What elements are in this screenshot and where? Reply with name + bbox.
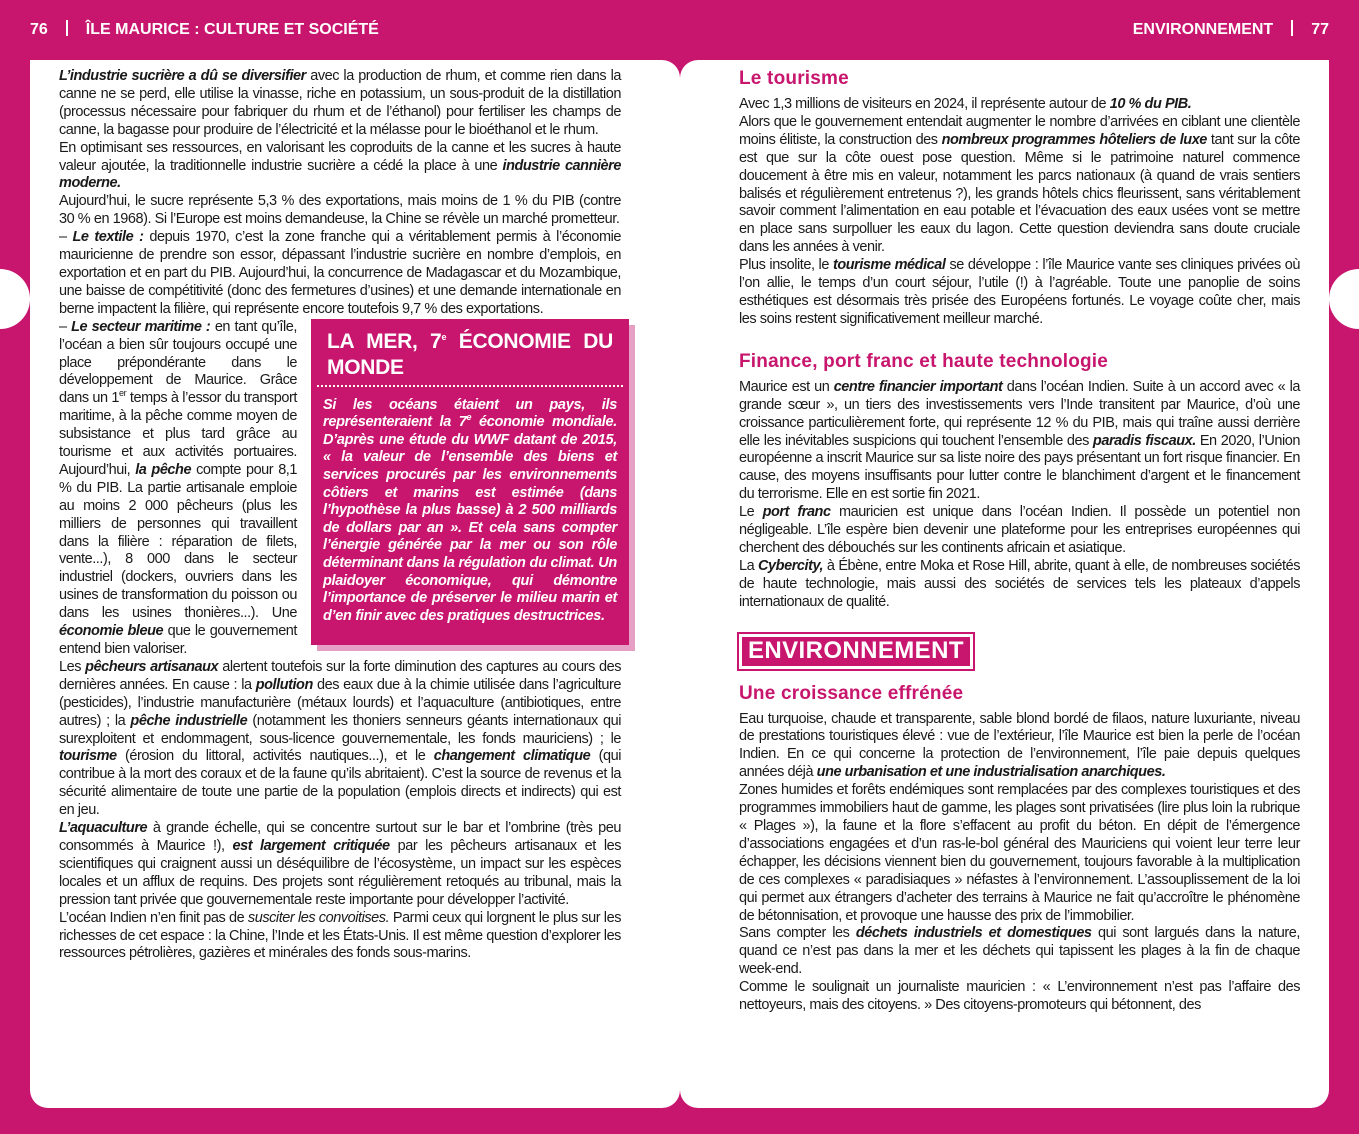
paragraph: Avec 1,3 millions de visiteurs en 2024, il représente autour de 10 % du PIB.	[739, 96, 1192, 112]
section-heading-tourisme: Le tourisme	[739, 68, 849, 89]
right-column	[739, 68, 1300, 1015]
paragraph: Aujourd’hui, le sucre représente 5,3 % des exportations, mais moins de 1 % du PIB (contre 30 % en 1968). Si l’Europe est moins demandeuse, la Chine se révèle un marché prometteur.	[59, 193, 621, 228]
right-header-title: ENVIRONNEMENT	[1132, 21, 1274, 38]
section-heading-croissance: Une croissance effrénée	[739, 682, 964, 704]
sidebar-box	[311, 319, 629, 645]
right-running-header	[1133, 0, 1329, 60]
left-edge-tab	[0, 269, 30, 329]
paragraph: Plus insolite, le tourisme médical se développe : l’île Maurice vante ses cliniques privées où l’on allie, le temps d’un court séjour, l’utile (!) à l’agréable. Toute une panoplie de soins esthétiques est désormais très prisée des Européens fortunés. Le voyage coûte cher, mais les soins restent significativement meilleur marché.	[739, 257, 1300, 327]
paragraph: Le port franc mauricien est unique dans l’océan Indien. Il possède un potentiel non négligeable. L’île espère bien devenir une plateforme pour les entreprises européennes qui cherchent des débouchés sur les continents africain et asiatique.	[739, 504, 1301, 556]
paragraph: Alors que le gouvernement entendait augmenter le nombre d’arrivées en ciblant une clientèle moins élitiste, la construction des nombreux programmes hôteliers de luxe tant sur la côte est que sur la côte ouest pose question. Même si le patrimoine naturel commence doucement à être mis en valeur, notamment les parcs nationaux (à quand de vrais sentiers balisés et régulièrement entretenus ?), les grands hôtels chics fleurissent, sans véritablement savoir comment l’alimentation en eau potable et l’évacuation des eaux usées vont se mettre en place sans surpolluer les eaux du lagon. Cette question deviendra sans doute cruciale dans les années à venir.	[739, 113, 1301, 256]
header-separator	[1291, 20, 1293, 36]
left-column	[59, 68, 621, 963]
paragraph: – Le secteur maritime : en tant qu’île, l’océan a bien sûr toujours occupé une place prépondérante dans le développement de Maurice. Grâce dans un 1er temps à l’essor du transport maritime, à la pêche comme moyen de subsistance et plus tard grâce au tourisme et aux activités portuaires. Aujourd’hui, la pêche compte pour 8,1 % du PIB. La partie artisanale emploie au moins 2 000 pêcheurs (plus les milliers de personnes qui travaillent dans la filière : réparation de filets, vente...), 8 000 dans le secteur industriel (dockers, ouvriers dans les usines de transformation du poisson ou dans les usines thonières...). Une économie bleue que le gouvernement entend bien valoriser.	[59, 318, 297, 657]
sidebar-box-title: LA MER, 7e ÉCONOMIE DU MONDE	[317, 323, 623, 387]
paragraph: L’aquaculture à grande échelle, qui se concentre surtout sur le bar et l’ombrine (très peu consommés à Maurice !), est largement critiquée par les pêcheurs artisanaux et les scientifiques qui craignent aussi un déséquilibre de l’écosystème, un impact sur les espèces locales et un afflux de requins. Des projets sont régulièrement retoqués au tribunal, mais la pression tant privée que gouvernementale reste importante pour développer l’activité.	[59, 820, 621, 908]
sidebar-box-wrapper	[311, 319, 627, 645]
header-separator	[66, 20, 68, 36]
left-header-title: ÎLE MAURICE : CULTURE ET SOCIÉTÉ	[85, 21, 379, 38]
paragraph: Eau turquoise, chaude et transparente, sable blond bordé de filaos, nature luxuriante, niveau de prestations touristiques élevé : vue de l’extérieur, l’île Maurice est bien la perle de l’océan Indien. En ce qui concerne la protection de l’environnement, l’île paie depuis quelques années déjà une urbanisation et une industrialisation anarchiques.	[739, 710, 1300, 781]
chapter-heading-environnement: ENVIRONNEMENT	[739, 634, 973, 669]
left-running-header	[30, 0, 379, 60]
paragraph: Zones humides et forêts endémiques sont remplacées par des complexes touristiques et des programmes immobiliers haut de gamme, les plages sont privatisées (lire plus loin la rubrique « Plages »), la faune et la flore s’effacent au profit du béton. En dépit de l’émergence d’associations engagées et d’un ras-le-bol général des Mauriciens qui voient leur terre leur échapper, les décisions viennent bien du gouvernement, toujours favorable à la multiplication de ces complexes « paradisiaques » néfastes à l’environnement. L’assouplissement de la loi qui permet aux étrangers d’acheter des terrains à Maurice ne fait qu’accroître le phénomène de bétonnisation, et provoque une hausse des prix de l’immobilier.	[739, 782, 1300, 924]
section-heading-finance: Finance, port franc et haute technologie	[739, 350, 1109, 372]
paragraph: Comme le soulignait un journaliste mauricien : « L’environnement n’est pas l’affaire des nettoyeurs, mais des citoyens. » Des citoyens-promoteurs qui bétonnent, des	[739, 979, 1300, 1014]
paragraph: Les pêcheurs artisanaux alertent toutefois sur la forte diminution des captures au cours des dernières années. En cause : la pollution des eaux due à la chimie utilisée dans l’agriculture (pesticides), l’industrie manufacturière (métaux lourds) et l’aquaculture (antibiotiques, entre autres) ; la pêche industrielle (notamment les thoniers senneurs géants internationaux qui surexploitent et endommagent, sous-licence gouvernementale, les fonds mauriciens) ; le tourisme (érosion du littoral, activités nautiques...), et le changement climatique (qui contribue à la mort des coraux et de la faune qu’ils abritaient). C’est la source de revenus et la sécurité alimentaire de toute une partie de la population (emplois directs et indirects) qui est en jeu.	[59, 658, 622, 819]
right-edge-tab	[1329, 269, 1359, 329]
paragraph: Sans compter les déchets industriels et domestiques qui sont largués dans la nature, quand ce n’est pas dans la mer et les déchets qui tapissent les plages à la fin de chaque week-end.	[739, 925, 1300, 978]
paragraph: Maurice est un centre financier important dans l’océan Indien. Suite à un accord avec « la grande sœur », un tiers des investissements vers l’Inde transitent par Maurice, d’où une croissance particulièrement forte, qui représente 12 % du PIB, mais qui traîne aussi derrière elle les inévitables suspicions qui touchent l’ensemble des paradis fiscaux. En 2020, l’Union européenne a inscrit Maurice sur sa liste noire des pays présentant un fort risque financier. En cause, des moyens insuffisants pour lutter contre le blanchiment d’argent et le financement du terrorisme. Elle en est sortie fin 2021.	[739, 378, 1300, 503]
paragraph: – Le textile : depuis 1970, c’est la zone franche qui a véritablement permis à l’économie mauricienne de prendre son essor, dépassant l’industrie sucrière en nombre d’emplois, en exportation et en part du PIB. Aujourd’hui, la concurrence de Madagascar et du Mozambique, une baisse de compétitivité (donc des fermetures d’usines) et une demande internationale en berne impactent la filière, qui représente encore toutefois 9,7 % des exportations.	[59, 229, 621, 317]
paragraph: L’océan Indien n’en finit pas de susciter les convoitises. Parmi ceux qui lorgnent le plus sur les richesses de cet espace : la Chine, l’Inde et les États-Unis. Il est même question d’explorer les ressources pétrolières, gazières et minérales des fonds sous-marins.	[59, 909, 621, 962]
paragraph: En optimisant ses ressources, en valorisant les coproduits de la canne et les sucres à haute valeur ajoutée, la traditionnelle industrie sucrière a cédé la place à une industrie cannière moderne.	[59, 139, 621, 192]
paragraph: La Cybercity, à Ébène, entre Moka et Rose Hill, abrite, quant à elle, de nombreuses sociétés de haute technologie, mais aussi des sociétés de services tels les plateaux d’appels internationaux de qualité.	[739, 557, 1300, 610]
right-page-number: 77	[1311, 21, 1329, 38]
left-page-number: 76	[30, 21, 48, 38]
sidebar-box-text: Si les océans étaient un pays, ils représenteraient la 7e économie mondiale. D’après une étude du WWF datant de 2015, « la valeur de l’ensemble des biens et services procurés par les environnements côtiers et marins est estimée (dans l’hypothèse la plus basse) à 2 500 milliards de dollars par an ». Et cela sans compter l’énergie générée par la mer ou son rôle déterminant dans la régulation du climat. Un plaidoyer économique, qui démontre l’importance de préserver le milieu marin et d’en finir avec des pratiques destructrices.	[323, 396, 617, 624]
paragraph: L’industrie sucrière a dû se diversifier avec la production de rhum, et comme rien dans la canne ne se perd, elle utilise la vinasse, riche en potassium, un sous-produit de la distillation (processus nécessaire pour fabriquer du rhum et de l’éthanol) pour fertiliser les champs de canne, la bagasse pour produire de l’électricité et la mélasse pour le bioéthanol et le rhum.	[59, 68, 621, 138]
